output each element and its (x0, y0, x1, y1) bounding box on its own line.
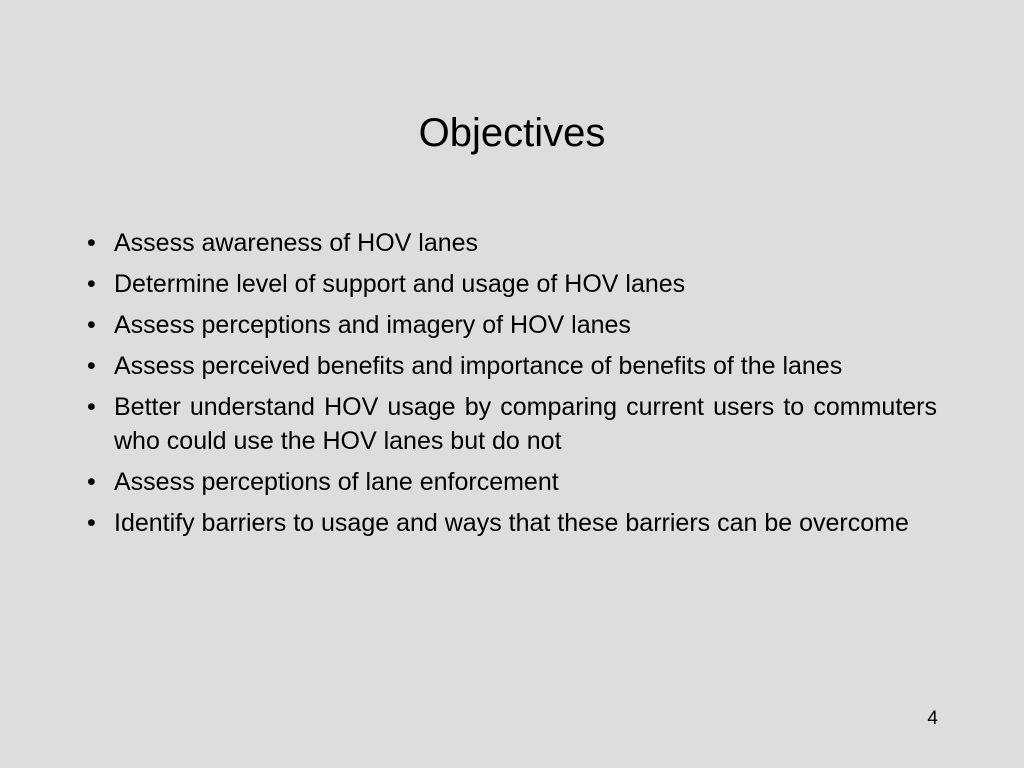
page-number: 4 (927, 708, 938, 729)
bullet-icon: • (87, 311, 96, 339)
bullet-text: Assess perceived benefits and importance of benefits of the lanes (114, 352, 843, 380)
list-item (87, 390, 937, 458)
list-item (87, 349, 937, 383)
bullet-icon: • (87, 468, 96, 496)
bullet-text: Assess awareness of HOV lanes (114, 229, 479, 257)
bullet-icon: • (87, 352, 96, 380)
bullet-icon: • (87, 270, 96, 298)
list-item (87, 267, 937, 301)
bullet-icon: • (87, 229, 96, 257)
list-item (87, 506, 937, 540)
bullet-text: Identify barriers to usage and ways that these barriers can be overcome (114, 509, 909, 537)
bullet-icon: • (87, 509, 96, 537)
objectives-list (87, 226, 937, 547)
list-item (87, 465, 937, 499)
list-item (87, 226, 937, 260)
bullet-text: Assess perceptions and imagery of HOV lanes (114, 311, 631, 339)
list-item (87, 308, 937, 342)
bullet-text: Determine level of support and usage of HOV lanes (114, 270, 686, 298)
bullet-text: Assess perceptions of lane enforcement (114, 468, 559, 496)
slide-title: Objectives (418, 111, 606, 155)
bullet-text: Better understand HOV usage by comparing current users to commuters who could use the HOV lanes but do not (114, 393, 937, 455)
bullet-icon: • (87, 393, 96, 421)
